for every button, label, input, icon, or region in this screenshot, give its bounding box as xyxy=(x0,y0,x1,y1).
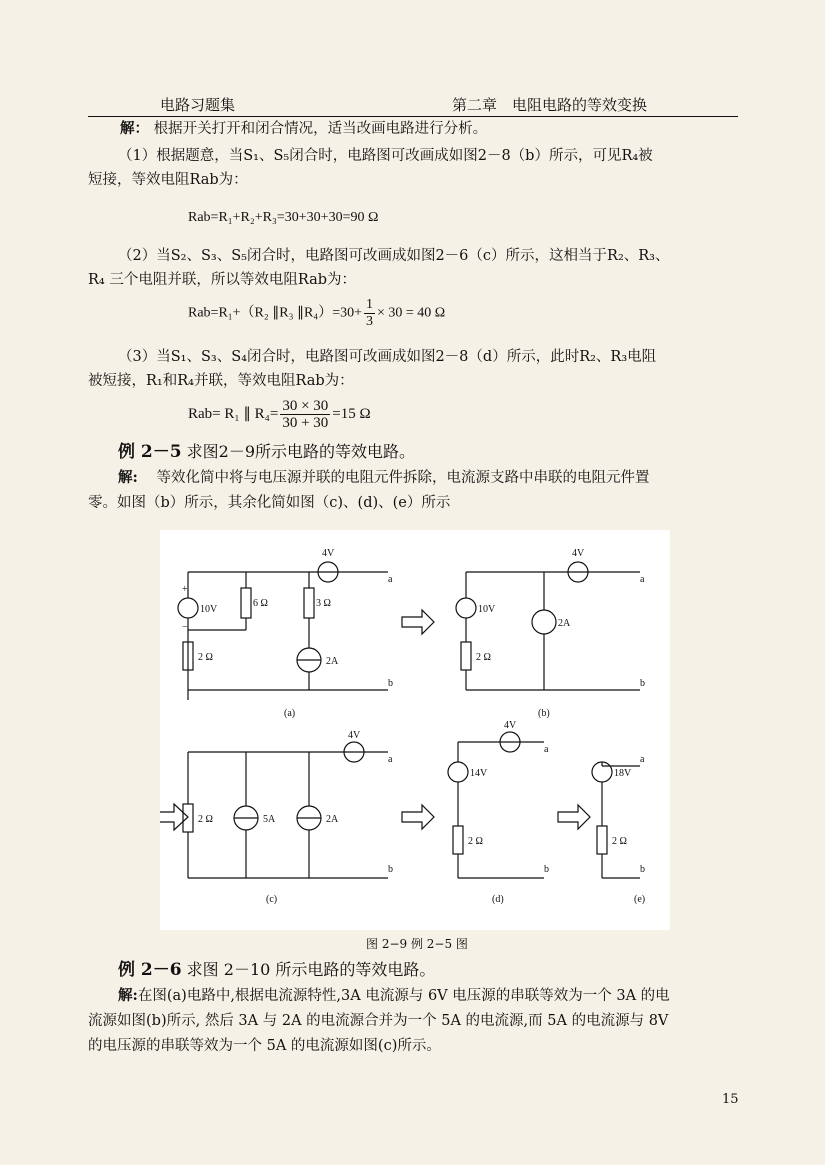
fig-a-6ohm: 6 Ω xyxy=(253,598,268,609)
example-2-6-solution-line2: 流源如图(b)所示, 然后 3A 与 2A 的电流源合并为一个 5A 的电流源,而 5A 的电流源与 8V xyxy=(88,1013,669,1029)
fig-a-3ohm: 3 Ω xyxy=(316,598,331,609)
fig-d-4v: 4V xyxy=(504,720,517,731)
example-2-5-solution-line2: 零。如图（b）所示，其余化简如图（c)、(d)、(e）所示 xyxy=(88,495,451,511)
fig-a-4v: 4V xyxy=(322,548,335,559)
example-2-5-title: 求图2－9所示电路的等效电路。 xyxy=(186,442,416,461)
part1-line1: （1）根据题意，当S₁、S₅闭合时，电路图可改画成如图2－8（b）所示，可见R₄被 xyxy=(118,148,653,164)
solution-intro-line xyxy=(120,119,487,139)
formula-2-denominator: 3 xyxy=(366,314,374,329)
formula-3-right: =15 Ω xyxy=(332,405,371,422)
fig-d-14v: 14V xyxy=(470,768,488,779)
figure-caption: 图 2−9 例 2−5 图 xyxy=(366,937,468,951)
fig-e-node-b: b xyxy=(640,864,645,875)
fig-e-2ohm: 2 Ω xyxy=(612,836,627,847)
fig-b-10v: 10V xyxy=(478,604,496,615)
fig-e-18v: 18V xyxy=(614,768,632,779)
example-2-6-solution-label: 解: xyxy=(118,987,138,1004)
fig-c-node-b: b xyxy=(388,864,393,875)
fig-c-caption: (c) xyxy=(266,894,278,905)
fig-a-caption: (a) xyxy=(284,708,296,719)
example-2-5-solution-text1: 等效化简中将与电压源并联的电阻元件拆除，电流源支路中串联的电阻元件置 xyxy=(156,470,650,486)
fig-d-node-b: b xyxy=(544,864,549,875)
fig-c-2ohm: 2 Ω xyxy=(198,814,213,825)
page-number: 15 xyxy=(722,1092,739,1107)
fig-d-node-a: a xyxy=(544,744,549,755)
fig-b-node-a: a xyxy=(640,574,645,585)
formula-1: Rab=R₁+R₂+R₃=30+30+30=90 Ω xyxy=(188,210,379,225)
fig-b-node-b: b xyxy=(640,678,645,689)
part2-line2: R₄ 三个电阻并联，所以等效电阻Rab为： xyxy=(88,272,357,288)
header-chapter-title: 第二章 电阻电路的等效变换 xyxy=(452,96,648,114)
formula-3-denominator: 30 + 30 xyxy=(282,415,329,431)
fig-d-2ohm: 2 Ω xyxy=(468,836,483,847)
formula-2-left: Rab=R₁+（R₂ ∥R₃ ∥R₄）=30+ xyxy=(188,305,363,321)
fig-a-2ohm: 2 Ω xyxy=(198,652,213,663)
fig-a-minus: − xyxy=(182,622,188,633)
formula-3-fraction xyxy=(280,398,330,431)
formula-2-fraction xyxy=(364,297,375,330)
formula-3-numerator: 30 × 30 xyxy=(282,398,329,414)
example-2-5-solution-line1 xyxy=(118,468,649,488)
solution-label: 解： xyxy=(120,120,149,137)
solution-intro: 根据开关打开和闭合情况，适当改画电路进行分析。 xyxy=(153,121,488,137)
fig-e-caption: (e) xyxy=(634,894,646,905)
example-2-5-solution-label: 解: xyxy=(118,469,138,486)
page-header xyxy=(88,94,738,117)
part3-line2: 被短接，R₁和R₄并联，等效电阻Rab为： xyxy=(88,373,354,389)
example-2-5-label: 例 2－5 xyxy=(118,442,182,462)
fig-c-4v: 4V xyxy=(348,730,361,741)
formula-2-right: × 30 = 40 Ω xyxy=(377,305,446,321)
circuit-wires xyxy=(160,562,640,878)
example-2-5-heading xyxy=(118,442,415,462)
formula-3 xyxy=(188,398,371,431)
fig-b-4v: 4V xyxy=(572,548,585,559)
example-2-6-title: 求图 2－10 所示电路的等效电路。 xyxy=(186,960,436,979)
part1-line2: 短接，等效电阻Rab为： xyxy=(88,172,248,188)
circuit-diagrams xyxy=(160,530,670,930)
fig-b-caption: (b) xyxy=(538,708,550,719)
example-2-6-solution-text1: 在图(a)电路中,根据电流源特性,3A 电流源与 6V 电压源的串联等效为一个 3A 的电 xyxy=(137,988,670,1004)
fig-c-node-a: a xyxy=(388,754,393,765)
part3-line1: （3）当S₁、S₃、S₄闭合时，电路图可改画成如图2－8（d）所示，此时R₂、R₃电阻 xyxy=(118,349,657,365)
formula-2 xyxy=(188,297,445,330)
fig-a-node-b: b xyxy=(388,678,393,689)
formula-2-numerator: 1 xyxy=(366,297,374,312)
fig-a-node-a: a xyxy=(388,574,393,585)
fig-b-2a: 2A xyxy=(558,618,571,629)
example-2-6-heading xyxy=(118,960,435,980)
fig-a-2a: 2A xyxy=(326,656,339,667)
fig-a-10v: 10V xyxy=(200,604,218,615)
fig-a-plus: + xyxy=(182,584,188,595)
part2-line1: （2）当S₂、S₃、S₅闭合时，电路图可改画成如图2－6（c）所示，这相当于R₂、R₃、 xyxy=(118,248,670,264)
fig-c-2a: 2A xyxy=(326,814,339,825)
header-book-title: 电路习题集 xyxy=(160,96,236,114)
example-2-6-label: 例 2－6 xyxy=(118,960,182,980)
fig-c-5a: 5A xyxy=(263,814,276,825)
example-2-6-solution-line3: 的电压源的串联等效为一个 5A 的电流源如图(c)所示。 xyxy=(88,1038,441,1054)
fig-b-2ohm: 2 Ω xyxy=(476,652,491,663)
formula-3-left: Rab= R₁ ∥ R₄= xyxy=(188,405,279,422)
fig-e-node-a: a xyxy=(640,754,645,765)
figure-2-9 xyxy=(160,530,670,930)
example-2-6-solution-line1 xyxy=(118,986,670,1006)
fig-d-caption: (d) xyxy=(492,894,504,905)
